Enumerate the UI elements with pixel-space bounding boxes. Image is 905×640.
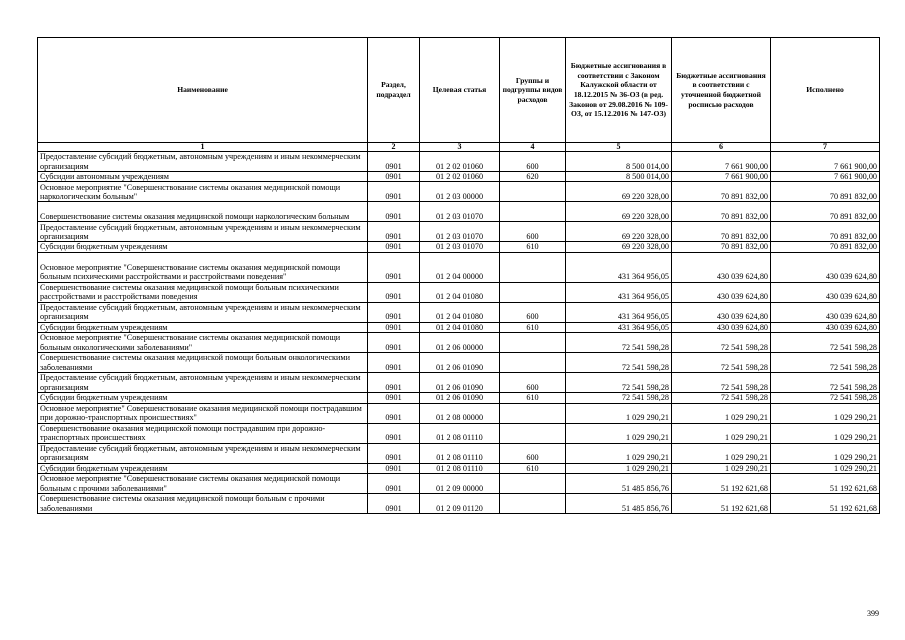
row-revised: 51 192 621,68: [672, 474, 771, 494]
table-row: [38, 423, 880, 443]
row-group: [500, 252, 566, 282]
table-row: [38, 403, 880, 423]
row-name: Предоставление субсидий бюджетным, автономным учреждениям и иным некоммерческим организациям: [38, 222, 368, 242]
row-executed: 72 541 598,28: [771, 393, 880, 403]
row-revised: 70 891 832,00: [672, 202, 771, 222]
table-row: [38, 393, 880, 403]
row-executed: 70 891 832,00: [771, 202, 880, 222]
row-section: 0901: [368, 152, 420, 172]
column-number: 2: [368, 143, 420, 152]
row-target: 01 2 03 01070: [420, 242, 500, 252]
row-target: 01 2 06 01090: [420, 353, 500, 373]
row-revised: 1 029 290,21: [672, 443, 771, 463]
row-target: 01 2 09 00000: [420, 474, 500, 494]
row-section: 0901: [368, 322, 420, 332]
row-executed: 7 661 900,00: [771, 152, 880, 172]
row-revised: 70 891 832,00: [672, 242, 771, 252]
row-executed: 72 541 598,28: [771, 373, 880, 393]
row-law: 431 364 956,05: [566, 302, 672, 322]
table-row: [38, 443, 880, 463]
row-group: [500, 353, 566, 373]
row-revised: 70 891 832,00: [672, 182, 771, 202]
row-target: 01 2 06 01090: [420, 373, 500, 393]
table-row: [38, 463, 880, 473]
row-revised: 430 039 624,80: [672, 322, 771, 332]
row-executed: 70 891 832,00: [771, 222, 880, 242]
row-section: 0901: [368, 443, 420, 463]
header-executed: Исполнено: [771, 38, 880, 143]
table-row: [38, 353, 880, 373]
header-groups: Группы и подгруппы видов расходов: [500, 38, 566, 143]
row-target: 01 2 04 00000: [420, 252, 500, 282]
row-law: 69 220 328,00: [566, 202, 672, 222]
row-name: Совершенствование системы оказания медицинской помощи наркологическим больным: [38, 202, 368, 222]
row-revised: 1 029 290,21: [672, 403, 771, 423]
header-revised: Бюджетные ассигнования в соответствии с уточненной бюджетной росписью расходов: [672, 38, 771, 143]
row-target: 01 2 08 01110: [420, 463, 500, 473]
row-name: Совершенствование оказания медицинской помощи пострадавшим при дорожно-транспортных происшествиях: [38, 423, 368, 443]
row-group: [500, 494, 566, 514]
header-section: Раздел, подраздел: [368, 38, 420, 143]
row-name: Предоставление субсидий бюджетным, автономным учреждениям и иным некоммерческим организациям: [38, 443, 368, 463]
row-law: 69 220 328,00: [566, 222, 672, 242]
row-group: 610: [500, 393, 566, 403]
row-name: Основное мероприятие "Совершенствование системы оказания медицинской помощи больным онкологическими заболеваниями": [38, 333, 368, 353]
row-revised: 430 039 624,80: [672, 282, 771, 302]
row-law: 72 541 598,28: [566, 333, 672, 353]
row-name: Субсидии бюджетным учреждениям: [38, 393, 368, 403]
row-revised: 1 029 290,21: [672, 463, 771, 473]
row-revised: 51 192 621,68: [672, 494, 771, 514]
row-group: [500, 182, 566, 202]
header-row: [38, 38, 880, 143]
table-row: [38, 474, 880, 494]
row-target: 01 2 04 01080: [420, 322, 500, 332]
row-group: 600: [500, 222, 566, 242]
row-target: 01 2 04 01080: [420, 302, 500, 322]
row-law: 69 220 328,00: [566, 242, 672, 252]
row-section: 0901: [368, 403, 420, 423]
column-number: 4: [500, 143, 566, 152]
row-executed: 1 029 290,21: [771, 463, 880, 473]
row-revised: 1 029 290,21: [672, 423, 771, 443]
table-row: [38, 172, 880, 182]
row-section: 0901: [368, 242, 420, 252]
row-executed: 1 029 290,21: [771, 403, 880, 423]
row-law: 1 029 290,21: [566, 403, 672, 423]
row-group: [500, 474, 566, 494]
row-section: 0901: [368, 474, 420, 494]
column-number: 7: [771, 143, 880, 152]
row-target: 01 2 02 01060: [420, 172, 500, 182]
row-law: 51 485 856,76: [566, 494, 672, 514]
row-section: 0901: [368, 333, 420, 353]
table-row: [38, 202, 880, 222]
row-executed: 1 029 290,21: [771, 443, 880, 463]
row-section: 0901: [368, 202, 420, 222]
row-section: 0901: [368, 302, 420, 322]
row-law: 69 220 328,00: [566, 182, 672, 202]
table-row: [38, 333, 880, 353]
row-target: 01 2 06 01090: [420, 393, 500, 403]
row-name: Субсидии автономным учреждениям: [38, 172, 368, 182]
row-section: 0901: [368, 353, 420, 373]
table-row: [38, 302, 880, 322]
row-name: Основное мероприятие "Совершенствование системы оказания медицинской помощи больным с прочими заболеваниями": [38, 474, 368, 494]
row-group: [500, 333, 566, 353]
row-revised: 72 541 598,28: [672, 373, 771, 393]
budget-table: [37, 37, 880, 514]
row-name: Совершенствование системы оказания медицинской помощи больным онкологическими заболеваниями: [38, 353, 368, 373]
row-group: 600: [500, 373, 566, 393]
row-revised: 430 039 624,80: [672, 302, 771, 322]
row-group: [500, 423, 566, 443]
row-executed: 430 039 624,80: [771, 282, 880, 302]
row-target: 01 2 03 01070: [420, 202, 500, 222]
column-number-row: [38, 143, 880, 152]
row-executed: 51 192 621,68: [771, 474, 880, 494]
header-name: Наименование: [38, 38, 368, 143]
row-section: 0901: [368, 282, 420, 302]
row-law: 1 029 290,21: [566, 443, 672, 463]
row-name: Основное мероприятие" Совершенствование оказания медицинской помощи пострадавшим при дорожно-транспортных происшествиях": [38, 403, 368, 423]
row-group: 600: [500, 302, 566, 322]
row-revised: 7 661 900,00: [672, 172, 771, 182]
row-law: 72 541 598,28: [566, 353, 672, 373]
row-executed: 72 541 598,28: [771, 353, 880, 373]
row-group: [500, 202, 566, 222]
row-revised: 7 661 900,00: [672, 152, 771, 172]
row-law: 1 029 290,21: [566, 463, 672, 473]
row-target: 01 2 09 01120: [420, 494, 500, 514]
row-name: Субсидии бюджетным учреждениям: [38, 322, 368, 332]
row-name: Основное мероприятие "Совершенствование системы оказания медицинской помощи наркологическим больным": [38, 182, 368, 202]
table-row: [38, 242, 880, 252]
row-name: Субсидии бюджетным учреждениям: [38, 463, 368, 473]
table-row: [38, 322, 880, 332]
row-name: Совершенствование системы оказания медицинской помощи больным психическими расстройствами и расстройствами поведения: [38, 282, 368, 302]
row-law: 431 364 956,05: [566, 322, 672, 332]
row-group: 620: [500, 172, 566, 182]
column-number: 1: [38, 143, 368, 152]
row-section: 0901: [368, 172, 420, 182]
table-row: [38, 152, 880, 172]
row-executed: 1 029 290,21: [771, 423, 880, 443]
row-law: 8 500 014,00: [566, 172, 672, 182]
header-target: Целевая статья: [420, 38, 500, 143]
row-executed: 430 039 624,80: [771, 302, 880, 322]
row-section: 0901: [368, 463, 420, 473]
row-revised: 72 541 598,28: [672, 393, 771, 403]
row-executed: 430 039 624,80: [771, 322, 880, 332]
row-target: 01 2 03 00000: [420, 182, 500, 202]
row-group: 610: [500, 463, 566, 473]
row-name: Субсидии бюджетным учреждениям: [38, 242, 368, 252]
column-number: 5: [566, 143, 672, 152]
page-number: 399: [867, 609, 879, 618]
table-row: [38, 282, 880, 302]
row-section: 0901: [368, 423, 420, 443]
row-law: 72 541 598,28: [566, 373, 672, 393]
column-number: 6: [672, 143, 771, 152]
row-law: 431 364 956,05: [566, 282, 672, 302]
row-name: Основное мероприятие "Совершенствование системы оказания медицинской помощи больным психическими расстройствами и расстройствами поведения": [38, 252, 368, 282]
row-group: [500, 282, 566, 302]
row-law: 1 029 290,21: [566, 423, 672, 443]
row-section: 0901: [368, 182, 420, 202]
table-row: [38, 222, 880, 242]
row-group: [500, 403, 566, 423]
row-name: Совершенствование системы оказания медицинской помощи больным с прочими заболеваниями: [38, 494, 368, 514]
row-name: Предоставление субсидий бюджетным, автономным учреждениям и иным некоммерческим организациям: [38, 152, 368, 172]
table-row: [38, 252, 880, 282]
row-executed: 70 891 832,00: [771, 182, 880, 202]
row-executed: 70 891 832,00: [771, 242, 880, 252]
row-target: 01 2 03 01070: [420, 222, 500, 242]
row-section: 0901: [368, 252, 420, 282]
row-section: 0901: [368, 373, 420, 393]
row-group: 600: [500, 443, 566, 463]
row-revised: 72 541 598,28: [672, 333, 771, 353]
row-target: 01 2 08 01110: [420, 423, 500, 443]
row-group: 600: [500, 152, 566, 172]
row-target: 01 2 02 01060: [420, 152, 500, 172]
row-section: 0901: [368, 494, 420, 514]
row-target: 01 2 08 00000: [420, 403, 500, 423]
row-revised: 430 039 624,80: [672, 252, 771, 282]
row-revised: 70 891 832,00: [672, 222, 771, 242]
row-name: Предоставление субсидий бюджетным, автономным учреждениям и иным некоммерческим организациям: [38, 373, 368, 393]
table-row: [38, 373, 880, 393]
row-executed: 430 039 624,80: [771, 252, 880, 282]
row-revised: 72 541 598,28: [672, 353, 771, 373]
table-row: [38, 494, 880, 514]
row-law: 431 364 956,05: [566, 252, 672, 282]
row-group: 610: [500, 242, 566, 252]
row-section: 0901: [368, 393, 420, 403]
row-target: 01 2 06 00000: [420, 333, 500, 353]
row-name: Предоставление субсидий бюджетным, автономным учреждениям и иным некоммерческим организациям: [38, 302, 368, 322]
header-law: Бюджетные ассигнования в соответствии с Законом Калужской области от 18.12.2015 № 36-ОЗ (в ред. Законов от 29.08.2016 № 109-ОЗ, от 15.12.2016 № 147-ОЗ): [566, 38, 672, 143]
row-executed: 72 541 598,28: [771, 333, 880, 353]
row-law: 51 485 856,76: [566, 474, 672, 494]
row-executed: 7 661 900,00: [771, 172, 880, 182]
row-section: 0901: [368, 222, 420, 242]
table-row: [38, 182, 880, 202]
row-law: 8 500 014,00: [566, 152, 672, 172]
row-target: 01 2 08 01110: [420, 443, 500, 463]
column-number: 3: [420, 143, 500, 152]
row-group: 610: [500, 322, 566, 332]
row-law: 72 541 598,28: [566, 393, 672, 403]
row-target: 01 2 04 01080: [420, 282, 500, 302]
row-executed: 51 192 621,68: [771, 494, 880, 514]
